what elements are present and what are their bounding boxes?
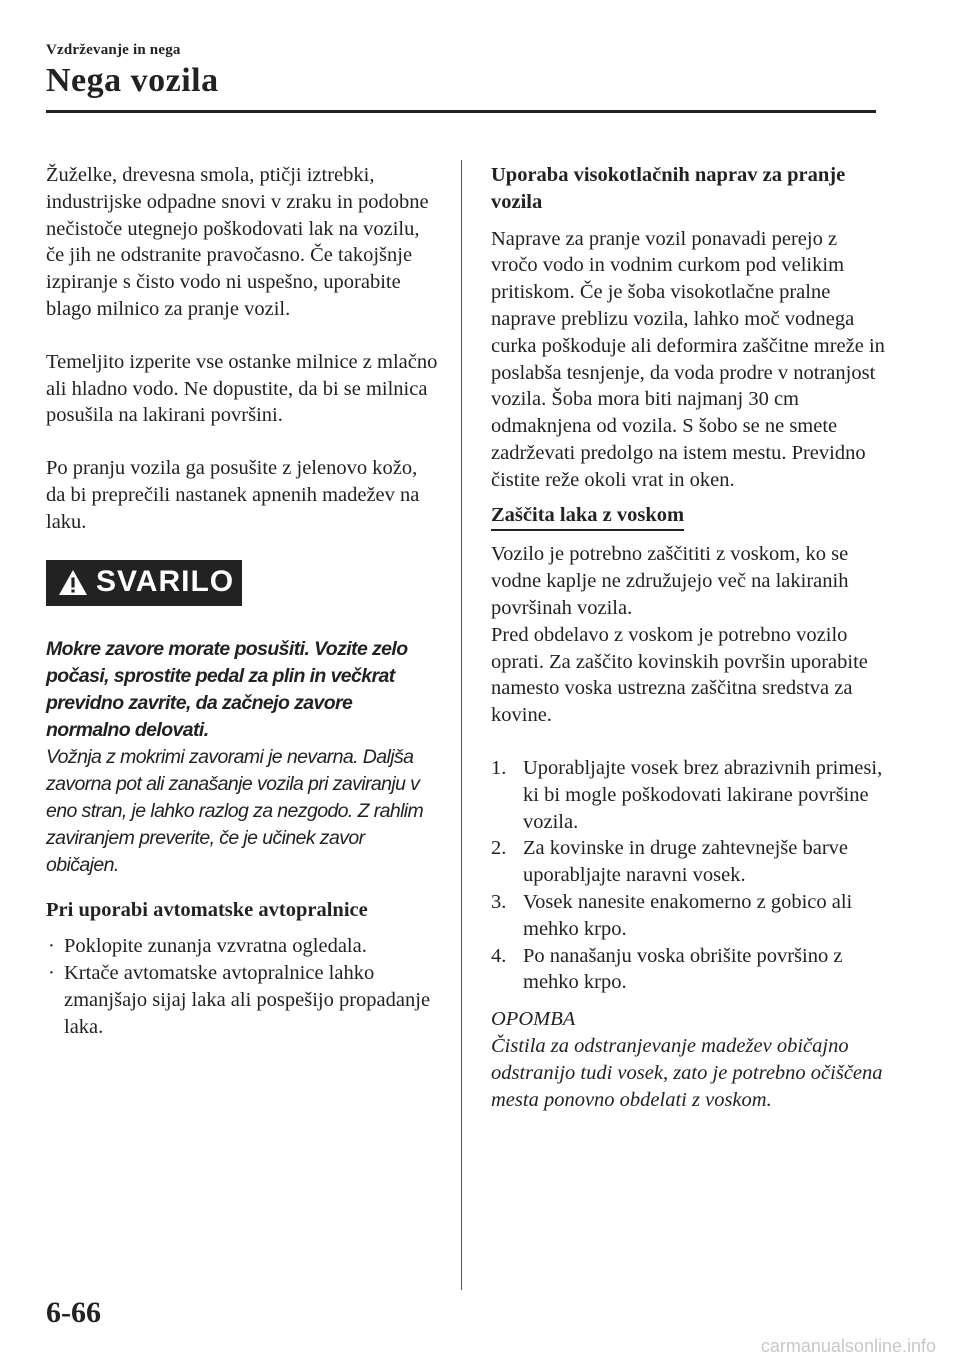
step-text: ki bi mogle poškodovati lakirane površine vozila. [523, 783, 869, 833]
warning-badge [46, 560, 242, 606]
warning-bold-text: Mokre zavore morate posušiti. Vozite zelo počasi, sprostite pedal za plin in večkrat previdno zavrite, da začnejo zavore normalno delovati. [46, 637, 408, 741]
warning-triangle-icon [58, 569, 88, 596]
warning-text: Vožnja z mokrimi zavorami je nevarna. Daljša zavorna pot ali zanašanje vozila pri zaviranju v eno stran, je lahko razlog za nezgodo. Z rahlim zaviranjem preverite, če je učinek zavor običajen. [46, 745, 424, 876]
list-item [491, 889, 886, 943]
bullet-text: Poklopite zunanja vzvratna ogledala. [64, 935, 367, 958]
list-item [46, 933, 441, 960]
high-pressure-text: Naprave za pranje vozil ponavadi perejo z vročo vodo in vodnim curkom pod velikim pritiskom. Če je šoba visokotlačne pralne naprave preblizu vozila, lahko moč vodnega curka poškoduje ali deformira zaščitne mreže in poslabša tesnjenje, da voda prodre v notranjost vozila. Šoba mora biti najmanj 30 cm odmaknjena od vozila. S šobo se ne smete zadrževati predolgo na istem mestu. Previdno čistite reže okoli vrat in oken. [491, 227, 885, 491]
step-number: 2. [491, 837, 507, 860]
watermark: carmanualsonline.info [760, 1336, 936, 1356]
note-text: Čistila za odstranjevanje madežev običajno odstranijo tudi vosek, zato je potrebno očiščena mesta ponovno obdelati z voskom. [491, 1034, 883, 1111]
step-number: 3. [491, 890, 507, 913]
paragraph-contaminants: Žuželke, drevesna smola, ptičji iztrebki, industrijske odpadne snovi v zraku in podobne nečistoče utegnejo poškodovati lak na vozilu, če jih ne odstranite pravočasno. Če takojšnje izpiranje s čisto vodo ni uspešno, uporabite blago milnico za pranje vozil. [46, 164, 429, 320]
list-item [46, 960, 441, 1040]
bullet-text: Krtače avtomatske avtopralnice lahko zmanjšajo sijaj laka ali pospešijo propadanje laka. [64, 962, 431, 1038]
header-divider [46, 110, 876, 113]
column-divider [461, 160, 462, 1290]
note-title: OPOMBA [491, 1008, 576, 1031]
step-number: 1. [491, 756, 507, 779]
bullet-dot-icon: · [48, 935, 55, 958]
wax-steps-list [491, 755, 886, 996]
list-item [491, 835, 886, 889]
step-text: Uporabljajte vosek brez abrazivnih primesi, [523, 756, 883, 779]
step-text: Vosek nanesite enakomerno z gobico ali mehko krpo. [523, 890, 853, 940]
page-number: 6-66 [46, 1296, 101, 1329]
step-number: 4. [491, 944, 507, 967]
list-item [491, 943, 886, 997]
left-column [46, 162, 441, 1041]
section-label: Vzdrževanje in nega [46, 42, 181, 58]
wax-protection-heading: Zaščita laka z voskom [491, 502, 684, 532]
bullet-dot-icon: · [48, 962, 55, 985]
page-title: Nega vozila [46, 62, 219, 99]
step-text: Po nanašanju voska obrišite površino z mehko krpo. [523, 944, 843, 994]
right-column [491, 162, 886, 1113]
list-item [491, 755, 886, 782]
high-pressure-heading: Uporaba visokotlačnih naprav za pranje vozila [491, 164, 846, 213]
list-item [491, 782, 886, 836]
automatic-wash-heading: Pri uporabi avtomatske avtopralnice [46, 898, 368, 921]
paragraph-rinse: Temeljito izperite vse ostanke milnice z mlačno ali hladno vodo. Ne dopustite, da bi se milnica posušila na lakirani površini. [46, 350, 438, 427]
wax-paragraph-2: Pred obdelavo z voskom je potrebno vozilo oprati. Za zaščito kovinskih površin uporabite namesto voska ustrezna zaščitna sredstva za kovine. [491, 623, 868, 727]
paragraph-dry: Po pranju vozila ga posušite z jelenovo kožo, da bi preprečili nastanek apnenih madežev na laku. [46, 457, 420, 533]
warning-label: SVARILO [96, 565, 235, 599]
step-text: Za kovinske in druge zahtevnejše barve uporabljajte naravni vosek. [523, 837, 849, 887]
wax-paragraph-1: Vozilo je potrebno zaščititi z voskom, ko se vodne kaplje ne združujejo več na lakiranih površinah vozila. [491, 543, 849, 619]
